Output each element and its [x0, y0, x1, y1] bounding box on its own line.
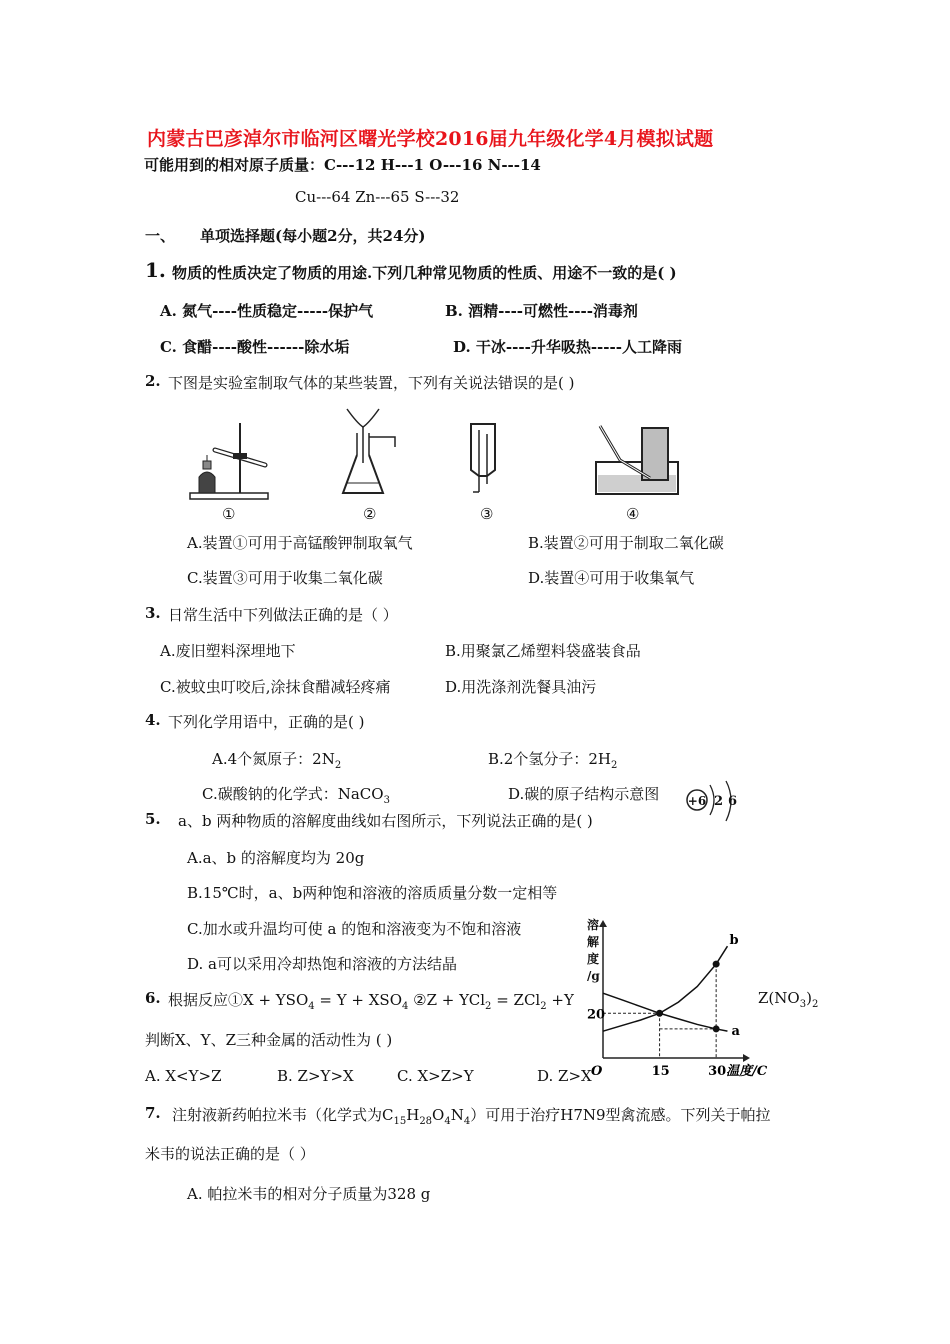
- q4-number: 4.: [145, 711, 161, 729]
- q6-stem-tail: $Z(NO_3)_2$: [758, 989, 819, 1010]
- point-a-30: [713, 1025, 720, 1032]
- y-axis-label-char: 解: [587, 935, 600, 949]
- q1-option-d: D. 干冰----升华吸热-----人工降雨: [453, 338, 682, 356]
- q3-option-a: A.废旧塑料深埋地下: [160, 642, 296, 660]
- nucleus-charge: +6: [687, 794, 707, 808]
- apparatus-4-figure: [590, 420, 685, 500]
- y-tick-20: 20: [587, 1007, 606, 1023]
- q7-number: 7.: [145, 1104, 161, 1122]
- q6-number: 6.: [145, 989, 161, 1007]
- q5-option-b: B.15℃时，a、b两种饱和溶液的溶质质量分数一定相等: [187, 884, 558, 902]
- q6-stem: 根据反应①X + $YSO_4 = Y + XSO_4$ ②Z + YCl$_2$ = ZCl$_2$ +Y: [168, 991, 574, 1012]
- q4-option-c: C.碳酸钠的化学式：NaCO$_3$: [202, 785, 390, 806]
- q7-option-a: A. 帕拉米韦的相对分子质量为328 g: [187, 1185, 431, 1203]
- q2-option-c: C.装置③可用于收集二氧化碳: [187, 569, 383, 587]
- q4-stem: 下列化学用语中，正确的是( ): [168, 713, 365, 731]
- solubility-curve-chart: [585, 915, 768, 1090]
- q6-option-d: D. Z>X: [537, 1067, 592, 1085]
- origin-label: O: [591, 1064, 603, 1079]
- x-axis-label: 温度/C: [726, 1064, 768, 1079]
- apparatus-3-figure: [465, 420, 505, 500]
- q5-option-a: A.a、b 的溶解度均为 20g: [187, 849, 365, 867]
- q3-number: 3.: [145, 604, 161, 622]
- q6-option-b: B. Z>Y>X: [277, 1067, 354, 1085]
- q6-option-c: C. X>Z>Y: [397, 1067, 474, 1085]
- curve-b: [603, 946, 727, 1031]
- apparatus-label-4: ④: [626, 505, 640, 523]
- page-title: 内蒙古巴彦淖尔市临河区曙光学校2016届九年级化学4月模拟试题: [147, 128, 714, 150]
- section-number: 一、: [145, 227, 176, 245]
- shell-1-electrons: 2: [714, 794, 724, 809]
- q7-stem: 注射液新药帕拉米韦（化学式为$C_{15}H_{28}O_4N_4$）可用于治疗H7N9型禽流感。下列关于帕拉: [172, 1106, 771, 1127]
- q4-option-d: D.碳的原子结构示意图: [508, 785, 660, 803]
- apparatus-2-figure: [335, 405, 405, 505]
- x-axis-arrow: [743, 1054, 750, 1062]
- q7-line-2: 米韦的说法正确的是（ ）: [145, 1145, 315, 1163]
- q1-number: 1.: [145, 258, 166, 282]
- q5-option-c: C.加水或升温均可使 a 的饱和溶液变为不饱和溶液: [187, 920, 522, 938]
- section-heading: 单项选择题(每小题2分，共24分): [200, 227, 426, 245]
- q3-option-b: B.用聚氯乙烯塑料袋盛装食品: [445, 642, 641, 660]
- q2-option-b: B.装置②可用于制取二氧化碳: [528, 534, 724, 552]
- q1-option-c: C. 食醋----酸性------除水垢: [160, 338, 350, 356]
- q2-stem: 下图是实验室制取气体的某些装置，下列有关说法错误的是( ): [168, 374, 575, 392]
- x-tick-15: 15: [651, 1064, 670, 1079]
- q1-option-b: B. 酒精----可燃性----消毒剂: [445, 302, 638, 320]
- y-axis-label-char: 度: [587, 952, 600, 966]
- x-tick-30: 30: [708, 1064, 727, 1079]
- apparatus-label-2: ②: [363, 505, 377, 523]
- q5-stem: a、b 两种物质的溶解度曲线如右图所示，下列说法正确的是( ): [178, 812, 593, 830]
- atomic-mass-line-1: 可能用到的相对原子质量：C---12 H---1 O---16 N---14: [144, 156, 541, 174]
- apparatus-1-figure: [185, 415, 275, 505]
- q5-option-d: D. a可以采用冷却热饱和溶液的方法结晶: [187, 955, 457, 973]
- q4-option-a: A.4个氮原子：$2N_2$: [212, 750, 342, 771]
- apparatus-label-3: ③: [480, 505, 494, 523]
- atomic-mass-line-2: Cu---64 Zn---65 S---32: [295, 188, 460, 206]
- q2-option-d: D.装置④可用于收集氧气: [528, 569, 695, 587]
- y-axis-arrow: [599, 920, 607, 927]
- q3-option-c: C.被蚊虫叮咬后,涂抹食醋减轻疼痛: [160, 678, 391, 696]
- q6-option-a: A. X<Y>Z: [145, 1067, 222, 1085]
- carbon-atom-structure-diagram: [680, 775, 750, 835]
- series-label-a: a: [731, 1024, 740, 1040]
- q3-stem: 日常生活中下列做法正确的是（ ）: [168, 606, 398, 624]
- q1-stem: 物质的性质决定了物质的用途.下列几种常见物质的性质、用途不一致的是( ): [172, 264, 677, 282]
- shell-2-electrons: 6: [728, 794, 738, 809]
- series-label-b: b: [729, 933, 739, 949]
- y-axis-label-char: 溶: [587, 918, 600, 932]
- q6-line-2: 判断X、Y、Z三种金属的活动性为 ( ): [145, 1031, 393, 1049]
- q3-option-d: D.用洗涤剂洗餐具油污: [445, 678, 597, 696]
- q5-number: 5.: [145, 810, 161, 828]
- point-b-30: [713, 961, 720, 968]
- q4-option-b: B.2个氢分子：$2H_2$: [488, 750, 618, 771]
- intersection-point: [656, 1010, 663, 1017]
- q1-option-a: A. 氮气----性质稳定-----保护气: [160, 302, 374, 320]
- y-axis-label-char: /g: [587, 969, 600, 983]
- apparatus-label-1: ①: [222, 505, 236, 523]
- q2-number: 2.: [145, 372, 161, 390]
- q2-option-a: A.装置①可用于高锰酸钾制取氧气: [187, 534, 413, 552]
